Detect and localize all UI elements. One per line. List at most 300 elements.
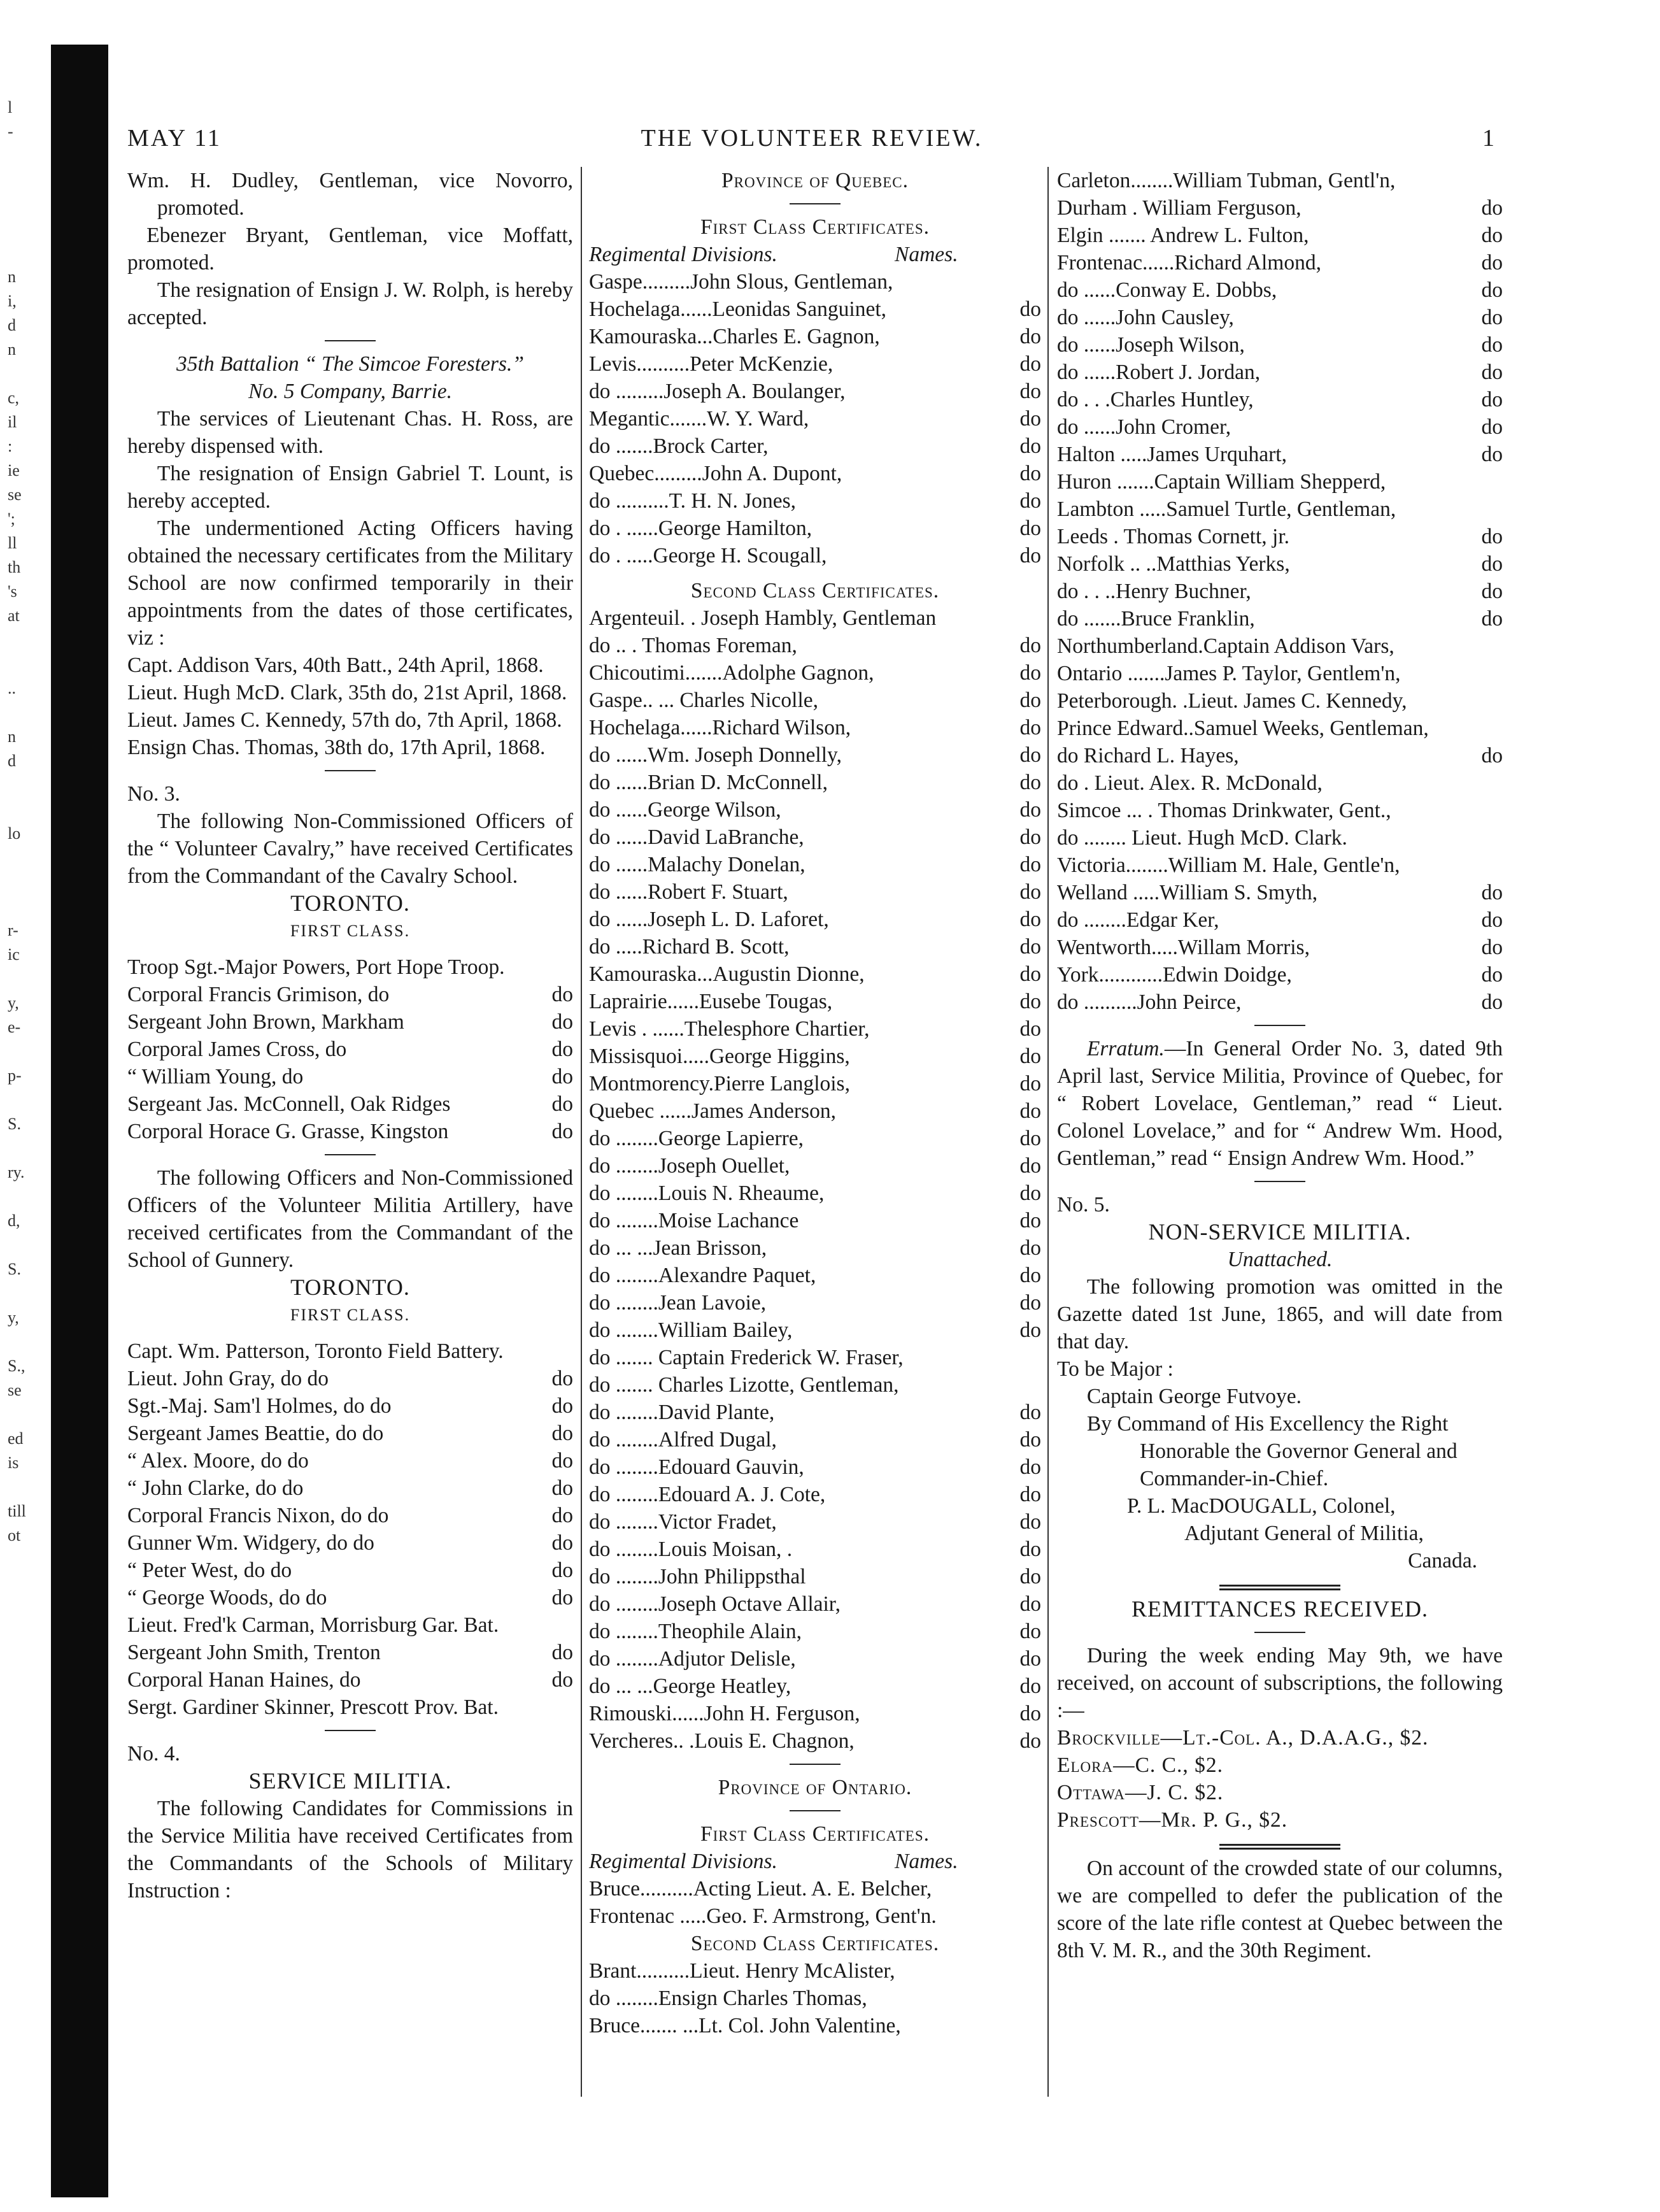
row-ditto: do	[1481, 224, 1503, 247]
row-text: Frontenac......Richard Almond,	[1057, 251, 1321, 275]
row-text: Sergeant Jas. McConnell, Oak Ridges	[127, 1092, 451, 1116]
row-text: do ....... Charles Lizotte, Gentleman,	[589, 1373, 899, 1397]
list-item: Lieut. James C. Kennedy, 57th do, 7th April, 1868.	[127, 708, 562, 732]
list-row	[127, 1694, 573, 1721]
margin-fragment	[8, 168, 46, 192]
margin-fragment: n	[8, 340, 16, 359]
list-row	[127, 1008, 573, 1036]
row-ditto: do	[1019, 689, 1041, 712]
row-text: Gaspe.........John Slous, Gentleman,	[589, 270, 893, 294]
battalion-heading: 35th Battalion “ The Simcoe Foresters.”	[176, 352, 524, 376]
list-row	[127, 1639, 573, 1666]
list-row	[1057, 386, 1503, 413]
signature-name: P. L. MacDOUGALL, Colonel,	[1127, 1494, 1396, 1518]
quebec-second-class-list	[589, 604, 1041, 1755]
list-row	[1057, 934, 1503, 961]
list-row	[1057, 167, 1503, 194]
row-ditto: do	[1019, 1729, 1041, 1753]
row-text: Lieut. John Gray, do do	[127, 1367, 329, 1390]
margin-fragment: y,	[8, 994, 19, 1012]
row-text: Sergt. Gardiner Skinner, Prescott Prov. Bat.	[127, 1695, 499, 1719]
row-text: Capt. Wm. Patterson, Toronto Field Battery.	[127, 1339, 504, 1363]
list-row	[589, 1207, 1041, 1234]
margin-fragment: l	[8, 98, 13, 117]
list-row	[589, 1180, 1041, 1207]
list-row	[589, 2012, 1041, 2039]
row-ditto: do	[1019, 1428, 1041, 1452]
row-ditto: do	[1481, 360, 1503, 384]
row-text: Northumberland.Captain Addison Vars,	[1057, 634, 1394, 658]
row-text: Kamouraska...Charles E. Gagnon,	[589, 325, 880, 348]
list-row	[589, 1234, 1041, 1262]
row-ditto: do	[551, 1394, 573, 1418]
list-item: Elora—C. C., $2.	[1057, 1753, 1224, 1777]
row-text: do .. . Thomas Foreman,	[589, 634, 797, 657]
row-ditto: do	[1019, 1209, 1041, 1232]
list-row	[589, 604, 1041, 632]
list-row	[127, 1090, 573, 1118]
list-row	[589, 1985, 1041, 2012]
row-text: Huron .......Captain William Shepperd,	[1057, 470, 1386, 494]
row-text: Sgt.-Maj. Sam'l Holmes, do do	[127, 1394, 392, 1418]
row-text: Bruce..........Acting Lieut. A. E. Belcher,	[589, 1877, 932, 1901]
list-row	[127, 953, 573, 981]
margin-fragment: -	[8, 122, 13, 141]
list-row	[1057, 879, 1503, 906]
row-ditto: do	[1019, 634, 1041, 657]
row-ditto: do	[1019, 1236, 1041, 1260]
margin-fragment: :	[8, 437, 13, 455]
rule	[325, 770, 376, 771]
list-row	[1057, 797, 1503, 824]
row-text: do ........William Bailey,	[589, 1318, 793, 1342]
rule	[325, 1730, 376, 1731]
row-ditto: do	[551, 983, 573, 1006]
margin-fragment: S.,	[8, 1357, 25, 1375]
section-heading: NON-SERVICE MILITIA.	[1148, 1219, 1412, 1245]
row-ditto: do	[1019, 1702, 1041, 1725]
newspaper-title: THE VOLUNTEER REVIEW.	[641, 125, 983, 152]
row-text: Bruce....... ...Lt. Col. John Valentine,	[589, 2014, 901, 2037]
row-text: do Richard L. Hayes,	[1057, 744, 1239, 767]
row-ditto: do	[551, 1641, 573, 1664]
row-ditto: do	[1019, 517, 1041, 540]
row-ditto: do	[1481, 990, 1503, 1014]
row-text: do ......John Causley,	[1057, 306, 1234, 329]
row-text: Levis . ......Thelesphore Chartier,	[589, 1017, 870, 1041]
section-heading: TORONTO.	[290, 890, 410, 916]
margin-fragment	[8, 967, 46, 991]
list-row	[589, 824, 1041, 851]
row-text: do ........Moise Lachance	[589, 1209, 799, 1232]
row-ditto: do	[1481, 251, 1503, 275]
paragraph: On account of the crowded state of our columns, we are compelled to defer the publication of the score of the late rifle contest at Quebec between the 8th V. M. R., and the 30th Regiment.	[1057, 1857, 1503, 1962]
page-binding-shadow	[51, 45, 108, 2197]
row-text: “ William Young, do	[127, 1065, 304, 1088]
list-item: Ottawa—J. C. $2.	[1057, 1781, 1224, 1804]
row-text: Leeds . Thomas Cornett, jr.	[1057, 525, 1290, 548]
list-row	[589, 350, 1041, 378]
list-row	[1057, 687, 1503, 715]
list-row	[1057, 961, 1503, 988]
margin-fragment: ry.	[8, 1163, 25, 1181]
margin-fragment	[8, 1039, 46, 1064]
list-row	[589, 1152, 1041, 1180]
row-text: do ..........T. H. N. Jones,	[589, 489, 797, 513]
certificate-heading: First Class Certificates.	[700, 215, 930, 239]
subheading: FIRST CLASS.	[290, 1306, 411, 1324]
issue-date: MAY 11	[127, 125, 222, 152]
list-item: Ensign Chas. Thomas, 38th do, 17th April, 1868.	[127, 736, 546, 759]
list-row	[1057, 331, 1503, 359]
list-row	[589, 659, 1041, 687]
section-heading: SERVICE MILITIA.	[248, 1768, 452, 1794]
row-text: Megantic.......W. Y. Ward,	[589, 407, 809, 431]
row-text: do ......Wm. Joseph Donnelly,	[589, 743, 842, 767]
row-ditto: do	[1019, 434, 1041, 458]
row-text: do ........Alexandre Paquet,	[589, 1264, 816, 1287]
list-row	[1057, 660, 1503, 687]
promoted-name: Captain George Futvoye.	[1086, 1385, 1302, 1408]
list-row	[589, 933, 1041, 960]
row-ditto: do	[1019, 853, 1041, 876]
list-row	[589, 878, 1041, 906]
row-text: Carleton........William Tubman, Gentl'n,	[1057, 169, 1396, 192]
row-text: Corporal James Cross, do	[127, 1038, 347, 1061]
row-ditto: do	[1019, 935, 1041, 959]
row-text: Lambton .....Samuel Turtle, Gentleman,	[1057, 497, 1396, 521]
paragraph: The resignation of Ensign J. W. Rolph, is hereby accepted.	[127, 278, 573, 329]
margin-fragment: at	[8, 606, 20, 625]
row-text: do ........Edouard Gauvin,	[589, 1455, 804, 1479]
row-text: Quebec ......James Anderson,	[589, 1099, 836, 1123]
row-ditto: do	[1019, 1127, 1041, 1150]
row-text: Rimouski......John H. Ferguson,	[589, 1702, 860, 1725]
row-text: do ......John Cromer,	[1057, 415, 1231, 439]
list-row	[1057, 222, 1503, 249]
margin-fragment: ot	[8, 1526, 21, 1545]
paragraph: Ebenezer Bryant, Gentleman, vice Moffatt, promoted.	[127, 224, 573, 275]
row-ditto: do	[551, 1449, 573, 1473]
list-row	[589, 1590, 1041, 1618]
row-text: Levis..........Peter McKenzie,	[589, 352, 834, 376]
row-text: Kamouraska...Augustin Dionne,	[589, 962, 865, 986]
margin-fragment: ..	[8, 679, 16, 697]
row-text: Corporal Horace G. Grasse, Kingston	[127, 1120, 449, 1143]
row-text: Laprairie......Eusebe Tougas,	[589, 990, 833, 1013]
row-ditto: do	[1019, 990, 1041, 1013]
list-row	[589, 1125, 1041, 1152]
margin-fragment	[8, 241, 46, 265]
row-ditto: do	[1019, 407, 1041, 431]
margin-fragment: is	[8, 1453, 19, 1472]
list-row	[589, 1344, 1041, 1371]
column-header: Names.	[895, 1850, 958, 1873]
list-row	[589, 687, 1041, 714]
margin-fragment	[8, 192, 46, 217]
list-row	[127, 1338, 573, 1365]
row-ditto: do	[1481, 936, 1503, 959]
row-text: do . . .Charles Huntley,	[1057, 388, 1254, 411]
row-text: do ......Robert F. Stuart,	[589, 880, 788, 904]
margin-fragment: th	[8, 558, 21, 576]
row-ditto: do	[1019, 1565, 1041, 1588]
row-ditto: do	[1019, 1620, 1041, 1643]
paragraph: The services of Lieutenant Chas. H. Ross, are hereby dispensed with.	[127, 407, 573, 458]
row-text: Gunner Wm. Widgery, do do	[127, 1531, 374, 1555]
list-row	[589, 1399, 1041, 1426]
row-text: do ......Joseph L. D. Laforet,	[589, 908, 829, 931]
row-text: Brant..........Lieut. Henry McAlister,	[589, 1959, 895, 1983]
list-row	[127, 1611, 573, 1639]
list-row	[589, 296, 1041, 323]
row-ditto: do	[1019, 1592, 1041, 1616]
row-ditto: do	[1019, 661, 1041, 685]
list-row	[589, 1015, 1041, 1043]
margin-fragment: e-	[8, 1018, 21, 1036]
ontario-first-class-list	[589, 1875, 1041, 1930]
margin-fragment: y,	[8, 1308, 19, 1327]
column-header: Regimental Divisions.	[589, 1850, 777, 1873]
row-ditto: do	[1019, 1045, 1041, 1068]
row-text: Quebec.........John A. Dupont,	[589, 462, 842, 485]
list-row	[1057, 578, 1503, 605]
row-text: do ........Victor Fradet,	[589, 1510, 777, 1534]
list-item: Prescott—Mr. P. G., $2.	[1057, 1808, 1288, 1832]
list-row	[589, 268, 1041, 296]
rule	[1254, 1632, 1305, 1633]
row-text: Elgin ....... Andrew L. Fulton,	[1057, 224, 1309, 247]
list-row	[1057, 632, 1503, 660]
list-row	[589, 542, 1041, 569]
list-row	[589, 1536, 1041, 1563]
list-row	[589, 1481, 1041, 1508]
row-ditto: do	[1019, 544, 1041, 567]
paragraph: The following Candidates for Commissions in the Service Militia have received Certificates from the Commandants of the Schools of Military Instruction :	[127, 1797, 573, 1902]
row-ditto: do	[1019, 1455, 1041, 1479]
row-text: “ Alex. Moore, do do	[127, 1449, 309, 1473]
row-text: do ........Edgar Ker,	[1057, 908, 1219, 932]
margin-fragment	[8, 652, 46, 676]
row-text: Gaspe.. ... Charles Nicolle,	[589, 689, 819, 712]
list-row	[589, 1902, 1041, 1930]
list-row	[127, 1447, 573, 1474]
paragraph: During the week ending May 9th, we have received, on account of subscriptions, the following :—	[1057, 1644, 1503, 1722]
row-text: do ........Adjutor Delisle,	[589, 1647, 796, 1671]
row-ditto: do	[551, 1504, 573, 1527]
order-number: No. 3.	[127, 782, 180, 806]
list-row	[589, 1262, 1041, 1289]
paragraph: The following Non-Commissioned Officers of the “ Volunteer Cavalry,” have received Certificates from the Commandant of the Cavalry School.	[127, 810, 573, 888]
row-ditto: do	[1019, 297, 1041, 321]
row-ditto: do	[1019, 908, 1041, 931]
row-text: Ontario .......James P. Taylor, Gentlem'n,	[1057, 662, 1401, 685]
list-row	[1057, 359, 1503, 386]
row-ditto: do	[1019, 962, 1041, 986]
list-row	[1057, 824, 1503, 852]
paragraph: The resignation of Ensign Gabriel T. Lount, is hereby accepted.	[127, 462, 573, 513]
row-ditto: do	[1019, 880, 1041, 904]
rule	[325, 340, 376, 341]
list-row	[127, 1036, 573, 1063]
row-text: do ......David LaBranche,	[589, 825, 804, 849]
row-ditto: do	[1019, 825, 1041, 849]
list-row	[589, 1289, 1041, 1316]
table-header	[589, 241, 1041, 268]
list-row	[589, 1727, 1041, 1755]
row-text: do ........Edouard A. J. Cote,	[589, 1483, 826, 1506]
paragraph: The following Officers and Non-Commissioned Officers of the Volunteer Militia Artillery, have received certificates from the Commandant of the School of Gunnery.	[127, 1166, 573, 1272]
row-text: Corporal Francis Nixon, do do	[127, 1504, 389, 1527]
list-row	[589, 1097, 1041, 1125]
row-ditto: do	[1481, 908, 1503, 932]
row-ditto: do	[1019, 798, 1041, 822]
margin-fragment	[8, 628, 46, 652]
list-row	[589, 378, 1041, 405]
margin-fragment	[8, 217, 46, 241]
rank-line: To be Major :	[1057, 1357, 1174, 1381]
certificate-heading: First Class Certificates.	[700, 1822, 930, 1846]
signature-title: Adjutant General of Militia,	[1184, 1522, 1424, 1545]
double-rule	[1219, 1844, 1340, 1850]
rule	[790, 1810, 841, 1811]
list-row	[127, 1365, 573, 1392]
margin-fragment: ';	[8, 510, 15, 528]
list-row	[1057, 523, 1503, 550]
row-text: do ........Joseph Ouellet,	[589, 1154, 790, 1178]
list-row	[127, 1118, 573, 1145]
row-text: do ......Conway E. Dobbs,	[1057, 278, 1277, 302]
province-heading: Province of Quebec.	[721, 169, 909, 192]
row-ditto: do	[1019, 1017, 1041, 1041]
margin-fragment: ll	[8, 534, 17, 552]
margin-fragment: S.	[8, 1115, 21, 1133]
row-ditto: do	[1019, 352, 1041, 376]
list-row	[1057, 276, 1503, 304]
column-header: Regimental Divisions.	[589, 243, 777, 266]
margin-fragment: d,	[8, 1211, 20, 1230]
margin-fragment	[8, 1136, 46, 1160]
list-row	[589, 796, 1041, 824]
margin-fragment	[8, 870, 46, 894]
margin-fragment: d	[8, 752, 16, 770]
row-ditto: do	[551, 1065, 573, 1088]
row-ditto: do	[1481, 580, 1503, 603]
row-text: Durham . William Ferguson,	[1057, 196, 1302, 220]
row-text: Simcoe ... . Thomas Drinkwater, Gent.,	[1057, 799, 1391, 822]
list-item: Brockville—Lt.-Col. A., D.A.A.G., $2.	[1057, 1726, 1429, 1750]
certificate-heading: Second Class Certificates.	[690, 579, 940, 603]
row-ditto: do	[1019, 325, 1041, 348]
row-text: Wentworth.....Willam Morris,	[1057, 936, 1310, 959]
erratum-paragraph	[1057, 1035, 1503, 1172]
list-row	[589, 1426, 1041, 1453]
list-item: Lieut. Hugh McD. Clark, 35th do, 21st April, 1868.	[127, 681, 567, 704]
quebec-first-class-list	[589, 268, 1041, 569]
command-line: Honorable the Governor General and	[1140, 1439, 1458, 1463]
cavalry-list	[127, 953, 573, 1145]
row-text: Halton .....James Urquhart,	[1057, 443, 1287, 466]
row-ditto: do	[551, 1010, 573, 1034]
row-text: Norfolk .. ..Matthias Yerks,	[1057, 552, 1290, 576]
row-ditto: do	[1019, 1181, 1041, 1205]
rule	[790, 1764, 841, 1765]
ontario-second-class-list	[589, 1957, 1041, 2039]
list-row	[1057, 249, 1503, 276]
row-ditto: do	[1019, 489, 1041, 513]
list-row	[589, 769, 1041, 796]
row-text: Hochelaga......Leonidas Sanguinet,	[589, 297, 887, 321]
margin-fragment	[8, 1233, 46, 1257]
row-text: do ........Louis N. Rheaume,	[589, 1181, 825, 1205]
row-ditto: do	[1019, 1483, 1041, 1506]
margin-fragment: c,	[8, 389, 20, 407]
section-heading: REMITTANCES RECEIVED.	[1131, 1596, 1429, 1622]
row-text: do ....... Captain Frederick W. Fraser,	[589, 1346, 904, 1369]
row-text: Hochelaga......Richard Wilson,	[589, 716, 851, 739]
column-2	[589, 167, 1041, 2039]
row-ditto: do	[1481, 196, 1503, 220]
row-ditto: do	[551, 1476, 573, 1500]
list-row	[1057, 550, 1503, 578]
row-ditto: do	[1019, 1510, 1041, 1534]
row-ditto: do	[551, 1367, 573, 1390]
row-ditto: do	[551, 1559, 573, 1582]
erratum-label: Erratum.	[1086, 1037, 1165, 1060]
list-row	[589, 432, 1041, 460]
list-row	[1057, 742, 1503, 769]
column-3	[1057, 167, 1503, 1964]
row-ditto: do	[1481, 388, 1503, 411]
page-header	[127, 124, 1496, 162]
list-row	[589, 851, 1041, 878]
margin-fragment	[8, 144, 46, 168]
paragraph: Wm. H. Dudley, Gentleman, vice Novorro, promoted.	[127, 169, 573, 220]
list-row	[1057, 715, 1503, 742]
order-number: No. 4.	[127, 1742, 180, 1766]
list-row	[589, 632, 1041, 659]
row-text: do ... ...Jean Brisson,	[589, 1236, 767, 1260]
paragraph: The undermentioned Acting Officers having obtained the necessary certificates from the Military School are now confirmed temporarily in their appointments from the dates of those certificates, viz :	[127, 517, 573, 650]
list-row	[127, 1474, 573, 1502]
list-row	[589, 714, 1041, 741]
row-text: do ........Louis Moisan, .	[589, 1538, 793, 1561]
list-row	[589, 1673, 1041, 1700]
margin-fragment: ed	[8, 1429, 24, 1448]
left-margin-fragments	[8, 96, 46, 1548]
list-row	[1057, 852, 1503, 879]
row-ditto: do	[1481, 744, 1503, 767]
row-ditto: do	[1481, 306, 1503, 329]
row-text: Peterborough. .Lieut. James C. Kennedy,	[1057, 689, 1407, 713]
paragraph: The following promotion was omitted in the Gazette dated 1st June, 1865, and will date from that day.	[1057, 1275, 1503, 1353]
row-text: do .........Joseph A. Boulanger,	[589, 380, 846, 403]
row-text: Missisquoi.....George Higgins,	[589, 1045, 850, 1068]
list-row	[589, 405, 1041, 432]
row-text: Troop Sgt.-Major Powers, Port Hope Troop.	[127, 955, 505, 979]
margin-fragment	[8, 362, 46, 386]
page-number: 1	[1482, 125, 1496, 152]
margin-fragment: se	[8, 485, 22, 504]
list-row	[1057, 906, 1503, 934]
row-ditto: do	[1019, 1674, 1041, 1698]
row-text: Corporal Hanan Haines, do	[127, 1668, 361, 1692]
row-text: Sergeant John Brown, Markham	[127, 1010, 404, 1034]
ontario-second-class-list-continued	[1057, 167, 1503, 1016]
row-ditto: do	[1481, 881, 1503, 904]
list-row	[589, 1875, 1041, 1902]
list-row	[589, 323, 1041, 350]
